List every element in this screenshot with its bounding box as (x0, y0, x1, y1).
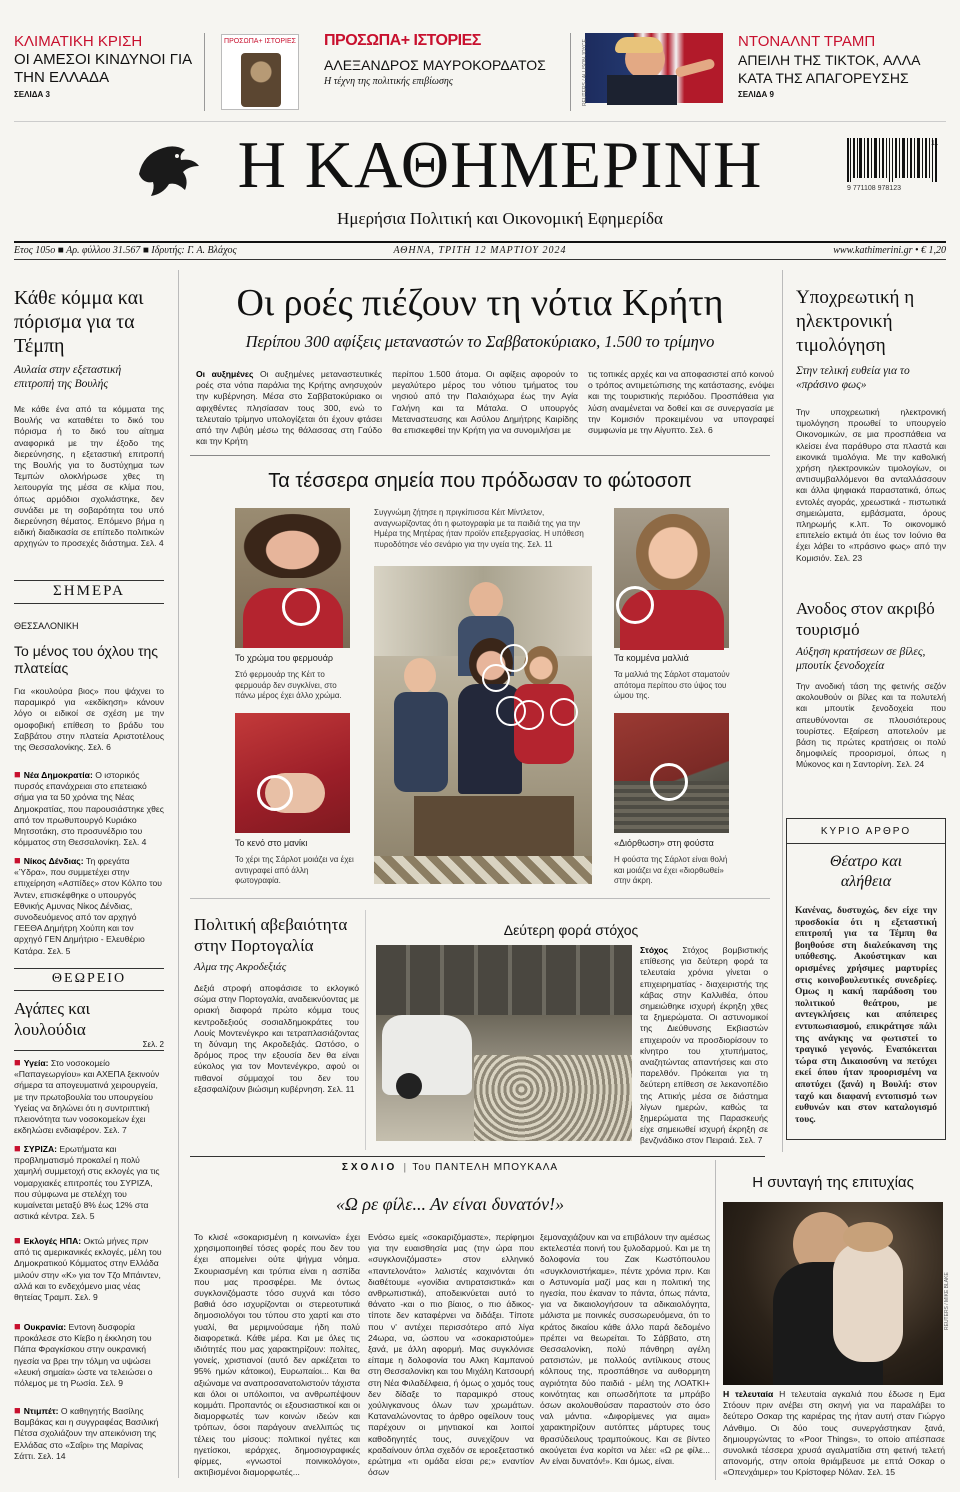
pointing-hand (674, 58, 715, 78)
story-title: Ανοδος στον ακριβό τουρισμό (796, 599, 935, 639)
divider (14, 121, 946, 122)
highlight-circle (514, 700, 544, 730)
highlight-circle (616, 586, 654, 624)
caption-title: Το χρώμα του φερμουάρ (235, 653, 334, 663)
caption-text: Το χέρι της Σάρλοτ μοιάζει να έχει αντιγραφεί από άλλη φωτογραφία. (235, 855, 354, 885)
divider (570, 33, 571, 111)
portugal-story[interactable] (194, 914, 359, 1118)
photo-credit: REUTERS / MIKE BLAKE (944, 1272, 950, 1330)
story-title: Υποχρεωτική η ηλεκτρονική τιμολόγηση (796, 287, 915, 356)
photo-charlotte-hair (614, 508, 729, 648)
bullet-icon: ■ (14, 1143, 24, 1155)
divider (190, 898, 770, 899)
teaser-page: ΣΕΛΙΔΑ 9 (738, 90, 774, 99)
tiled-floor (374, 856, 592, 884)
dateline-left: Ετος 105ο ■ Αρ. φύλλου 31.567 ■ Ιδρυτής: Γ. Α. Βλάχος (14, 245, 237, 256)
caption-title: «Διόρθωση» στη φούστα (614, 838, 714, 848)
photo-credit: REUTERS / ALLISON JOYCE (582, 39, 588, 106)
teaser-page: ΣΕΛΙΔΑ 3 (14, 90, 50, 99)
highlight-circle (650, 763, 688, 801)
bullet-icon: ■ (14, 1405, 24, 1417)
story-text: Για «κουλούρα βιος» που ψάχνει το παραμικρό για «εκδίκηση» κάνουν λόγο οι ειδικοί σε σχέση με την ομοφοβική επίθεση το βράδυ του Σαββάτου στην πλατεία Αριστοτέλους της Θεσσαλονίκης. Σελ. 6 (14, 686, 164, 753)
masthead-title: Η ΚΑΘΗΜΕΡΙΝΗ (237, 128, 763, 202)
bullet-list (14, 770, 164, 962)
left-lead-story[interactable] (14, 286, 164, 564)
story-subtitle: Αυλαία στην εξεταστική επιτροπή της Βουλής (14, 364, 122, 390)
barcode-issue: 11 (931, 140, 939, 147)
story-subtitle: Αλμα της Ακροδεξιάς (194, 961, 287, 973)
success-title[interactable]: Η συνταγή της επιτυχίας (752, 1174, 914, 1191)
thumbnail-label: ΠΡΟΣΩΠΑ+ ΙΣΤΟΡΙΕΣ (224, 38, 296, 45)
barcode-icon (847, 138, 942, 182)
barcode (847, 138, 942, 193)
thessaloniki-story[interactable] (14, 621, 164, 776)
today-label: ΣΗΜΕΡΑ (53, 583, 125, 599)
lead-subheadline: Περίπου 300 αφίξεις μεταναστών το Σαββατοκύριακο, 1.500 το τρίμηνο (245, 332, 715, 351)
comment-col3: ξεμοναχιάζουν και να επιβάλουν την αμέσως εκτελεστέα ποινή του ξυλοδαρμού. Και με τη δολοφονία του Ζακ Κωστόπουλου «συγκλονιστήκαμε», πέντε χρόνια πριν. Και ο Αστυνομία μαζί μας και η πολιτική της ηγεσία, που έκαναν το πάντα, όπως πάντα, για να δικαιολογήσουν τα αδικαιολόγητα, μάλιστα με ποινικές συσσωρευόμενα, ότι το κράτος δικαίου κάθε άλλο παρά δεδομένο πρέπει να θεωρείται. Το Σάββατο, στη Θεσσαλονίκη, πολύ πάνθηρη αγέλη ρατσιστών, με πολλούς αντίλικους στους κόλπους της, προσπάθησε να αυθορμητη αγριότητα δύο παιδιά - μέλη της ΛΟΑΤΚΙ+ κοινότητας και οπωσδήποτε τα μπράβο όσων ακολουθούσαν παραστούν στο όσο ναλ μάντια. «Διφορίμενες για αιμα» χαρακτηρίζουν αυτόπτες μάρτυρες τους θρασύδειλους τραμπούκους. Και σε βίντεο ακούγεται ένα κορίτσι να λέει: «Ω ρε φίλε... Αν είναι δυνατόν!». Και όμως, είναι. (540, 1232, 710, 1467)
divider (14, 968, 164, 969)
lead-text-col1: Οι αυξημένες Οι αυξημένες μεταναστευτικές ροές στα νότια παράλια της Κρήτης ανησυχούν την κυβέρνηση. Μέσα στο Σαββατοκύριακο οι αφιχθέντες πλησίασαν τους 300, ενώ το τελευταίο τρίμηνο υπολογίζεται ότι έχουν φτάσει από την Λιβύη μέσω της θάλασσας στη Γαύδο και την Κρήτη (196, 369, 382, 447)
target-story-text: Στόχος Στόχος βομβιστικής επίθεσης για δεύτερη φορά τα τελευταία χρόνια γίνεται ο επιχειρηματίας - διαχειριστής της κάβας στην Καλλιθέα, όπου σημειώθηκε ισχυρή έκρηξη χθες τα ξημερώματα. Οι αστυνομικοί της Διεύθυνσης Εκβιαστών επιχειρούν να προσδιορίσουν το κίνητρο του χτυπήματος, αναζητώντας απαντήσεις και στο παρελθόν. Πρόκειται για τη δεύτερη επίθεση σε λεκανοπέδιο της Αττικής μέσα σε διάστημα λίγων ημερών, καθώς τα ξημερώματα της Παρασκευής είχε σημειωθεί ισχυρή έκρηξη σε βενζινάδικο στον Πειραιά. Σελ. 7 (640, 945, 768, 1146)
comment-col2: Ενόσω εμείς «σοκαριζόμαστε», περίφημοι για την ευαισθησία μας (την ώρα που «συγκλονιζόμαστε» στον ελληνικό «παντελονάτο» λαλιστές καχινόνται ότι διαθέτουμε «γονίδια αντιρατσιστικά» και ανθρωπιστικά), αποδεικνύεται αυτό το θάνατο -και ο πιο βίαιος, ο πιο άδικος- τίποτε δεν καταφέρνει να διδάξει. Τίποτε που ν' αντέχει περισσότερο από λίγα 24ωρα, να, ώσπου να «σοκαριστούμε» ξανά, με άλλη αφορμή. Μας συγκλόνισε είπαμε η δολοφονία του Αλκη Καμπανού στη Θεσσαλονίκη και του Μιχάλη Κατσουρή στη Νέα Φιλαδέλφεια, ή όμως ο χαμός τους δεν δίδαξε το παραμικρό στους χούλιγκανους όλων των χρωμάτων. Καταναλώνοντας το άρθρο οφείλουν τους παρέχουν οι μηντιακοί και λοιποί καθοδηγητές τους, συνεχίζουν να κραδαίνουν όπλα σχεδόν σε ιεροεξεταστικό ερώτημα «τι ομάδα είσαι ρε;» εναντίον όσων (368, 1232, 534, 1478)
teaser-kicker: ΚΛΙΜΑΤΙΚΗ ΚΡΙΣΗ (14, 33, 143, 50)
trump-photo (585, 33, 723, 103)
divider (190, 1156, 765, 1157)
editorial-box[interactable] (786, 818, 946, 1140)
bullet-icon: ■ (14, 1057, 24, 1069)
story-title: Κάθε κόμμα και πόρισμα για τα Τέμπη (14, 287, 144, 357)
caption-title: Τα κομμένα μαλλιά (614, 653, 689, 663)
teaser-profiles[interactable] (324, 33, 559, 87)
lead-text-col3: τις τοπικές αρχές και να αποφασιστεί από κοινού ο τρόπος αντιμετώπισης της κατάστασης, ενόψει και της τουριστικής περιόδου. Προσπάθεια για λύση αναμένεται να δοθεί και σε συνεργασία με την Κομισιόν προκειμένου να υπογραφεί συμφωνία με την Αίγυπτο. Σελ. 6 (588, 369, 774, 436)
teaser-title: ΑΠΕΙΛΗ ΤΗΣ TIKTOK, ΑΛΛΑ ΚΑΤΑ ΤΗΣ ΑΠΑΓΟΡΕΥΣΗΣ (738, 52, 920, 86)
divider (14, 990, 164, 991)
divider (14, 241, 946, 243)
right-story-tourism[interactable] (796, 598, 946, 775)
column-divider (365, 910, 366, 1150)
charlotte-face (524, 646, 558, 686)
debris (474, 1055, 632, 1141)
teaser-climate[interactable] (14, 33, 194, 99)
bullet-item[interactable]: ■ Νίκος Δένδιας: Τη φρεγάτα «Ύδρα», που συμμετέχει στην επιχείρηση «Ασπίδες» στον Κόλπο του Άντεν, επισκέφθηκε ο υπουργός Εθνικής Αμυνας Νίκος Δένδιας, συνοδευόμενος από τον αρχηγό ΓΕΕΘΑ Δημήτρη Χούπη και τον αρχηγό ΓΕΝ Δημήτριο - Ελευθέριο Κατάρα. Σελ. 5 (14, 855, 162, 956)
photo-charlotte-skirt (614, 713, 729, 833)
face (636, 514, 710, 592)
photo-story-title[interactable]: Τα τέσσερα σημεία που πρόδωσαν το φώτοσοπ (268, 470, 692, 492)
bullet-list (14, 1058, 164, 1470)
bullet-icon: ■ (14, 1235, 24, 1247)
editorial-title: Θέατρο και αλήθεια (829, 853, 903, 890)
chair (414, 796, 574, 856)
story-title: Αγάπες και λουλούδια (14, 999, 91, 1039)
storefront (376, 945, 632, 1015)
photo-family (374, 566, 592, 884)
divider (14, 1050, 164, 1051)
hair (843, 1222, 893, 1252)
bullet-item[interactable]: ■ ΣΥΡΙΖΑ: Ερωτήματα και προβληματισμό προκαλεί η πολύ χαμηλή συμμετοχή στις εκλογές για τις νομαρχιακές επιτροπές του ΣΥΡΙΖΑ, που σύμφωνα με στελέχη του κυμαίνεται μεταξύ 8% έως 12% στα αστικά κέντρα. Σελ. 5 (14, 1143, 160, 1222)
photo-charlotte-sleeve (235, 713, 350, 833)
teaser-trump[interactable] (738, 33, 948, 99)
owl-logo-icon (133, 136, 203, 200)
divider (14, 603, 164, 604)
story-text: Την ανοδική τάση της φετινής σεζόν ακολουθούν οι βίλες και τα πολυτελή και μπουτίκ ξενοδοχεία που απευθύνονται σε πλουσιότερους τουρίστες. Εξαίρεση αποτελούν με βάση τις πρώτες κρατήσεις οι πολύ δημοφιλείς προορισμοί, όπως η Μύκονος και η Σαντορίνη. Σελ. 24 (796, 681, 946, 770)
story-text: Την υποχρεωτική ηλεκτρονική τιμολόγηση προωθεί το υπουργείο Οικονομικών, σε μια προσπάθεια να κλείσει ένα παράθυρο στα πλαστά και εικονικά τιμολόγια. Με την καθολική χρήση ηλεκτρονικών τιμολογίων, οι αντισυμβαλλόμενοι θα ανταλλάσσουν και άλλα ψηφιακά παραστατικά, όπως εντολές αγοράς, χρεωστικά - πιστωτικά σημειώματα, εμβάσματα, όρους πληρωμής κ.λπ. Το οικονομικό επιτελείο εκτιμά ότι έως τον Ιούνιο θα έχει λάβει το «πράσινο φως» από την Κομισιόν. Σελ. 23 (796, 407, 946, 563)
story-subtitle: Στην τελική ευθεία για το «πράσινο φως» (796, 365, 910, 391)
highlight-circle (257, 775, 293, 811)
hair (615, 37, 663, 53)
highlight-circle (550, 698, 578, 726)
lead-headline[interactable]: Οι ροές πιέζουν τη νότια Κρήτη (236, 282, 724, 324)
photo-story-intro: Συγγνώμη ζήτησε η πριγκίπισσα Κέιτ Μίντλετον, αναγνωρίζοντας ότι η φωτογραφία με τα παιδιά της για την Ημέρα της Μητέρας ήταν προϊόν επεξεργασίας. Η υπόθεση πυροδότησε νέο σενάριο για την υγεία της. Σελ. 11 (374, 508, 584, 549)
comment-title[interactable]: «Ω ρε φίλε... Αν είναι δυνατόν!» (335, 1194, 565, 1214)
suit (607, 75, 677, 105)
theory-story[interactable] (14, 998, 164, 1049)
lead-text-col2: περίπου 1.500 άτομα. Οι αφίξεις αφορούν το μεγαλύτερο μέρος του νότιου τμήματος του νησιού από την Παλαιόχωρα έως την Αγία Γαλήνη και τα Μάταλα. Ο υπουργός Μεταναστευσης και Ασύλου Δημήτρης Καιρίδης θα επισκεφθεί την Κρήτη για να συνομιλήσει με (392, 369, 578, 436)
column-divider (715, 1160, 716, 1480)
section-label: ΘΕΣΣΑΛΟΝΙΚΗ (14, 621, 79, 631)
page-ref: Σελ. 2 (142, 1040, 164, 1049)
bullet-icon: ■ (14, 855, 24, 867)
comment-label: ΣΧΟΛΙΟ (341, 1162, 398, 1173)
dress (833, 1242, 903, 1362)
bullet-item[interactable]: ■ Νέα Δημοκρατία: Ο ιστορικός πυρσός επανάχρειαι στο επετειακό σήμα για τα 50 χρόνια της Νέας Δημοκρατίας, που παρουσιάστηκε χθες από τον πρωθυπουργό Κυριάκο Μητσοτάκη, στο προσυνέδριο του κόμματος στη Θεσσαλονίκη. Σελ. 4 (14, 769, 164, 848)
dateline-right: www.kathimerini.gr • € 1,20 (833, 245, 946, 256)
story-text: Δεξιά στροφή αποφάσισε το εκλογικό σώμα στην Πορτογαλία, αναδεικνύοντας με οριακή διαφορά πρώτο κόμμα τους κεντροδεξιούς σοσιαλδημοκράτες του Λουίς Μοντενέγκρο και τετραπλασιάζοντας τη δύναμη της Ακροδεξιάς. Ωστόσο, ο δρόμος προς την εξουσία δεν θα είναι εύκολος για τον Μοντενέγκρο, αφού οι πιθανοί σύμμαχοί του δεν του εξασφαλίζουν βιώσιμη κυβέρνηση. Σελ. 11 (194, 983, 359, 1094)
bullet-item[interactable]: ■ Εκλογές ΗΠΑ: Οκτώ μήνες πριν από τις αμερικανικές εκλογές, μέλη του Δημοκρατικού Κόμματος στην Ελλάδα μιλούν στην «Κ» για τον Τζο Μπάιντεν, αλλά και το ενδεχόμενο μιας νέας θητείας Τραμπ. Σελ. 9 (14, 1235, 162, 1303)
face (235, 508, 350, 578)
divider (14, 259, 946, 260)
teaser-kicker: ΝΤΟΝΑΛΝΤ ΤΡΑΜΠ (738, 33, 876, 50)
bullet-item[interactable]: ■ Υγεία: Στο νοσοκομείο «Παπαγεωργίου» και ΑΧΕΠΑ ξεκινούν σήμερα τα απογευματινά χειρουργεία, με την πρωτοβουλία του υπουργείου Υγείας να δηλώνει ότι η συντριπτική πλειονότητα των νοσοκομείων έχει εκδηλώσει ενδιαφέρον. Σελ. 7 (14, 1057, 160, 1136)
target-story-title[interactable]: Δεύτερη φορά στόχος (503, 922, 639, 938)
caption-text: Τα μαλλιά της Σάρλοτ σταματούν απότομα περίπου στο ύψος του ώμου της. (614, 670, 730, 700)
photo-kate-zip (235, 508, 350, 648)
story-text: Με κάθε ένα από τα κόμματα της Βουλής να καταθέτει το δικό του πόρισμα ή το δικό του αίτημα αναφορικά με την έξοδο της διερεύνησης, η εξεταστική επιτροπή της Βουλής για το δυστύχημα των Τεμπών ολοκλήρωσε χθες τη λειτουργία της μέσα σε κλίμα που, όπως αρμόδιοι σχολιάστηκε, δεν συνάδει με τη σοβαρότητα του υπό διερεύνηση θέματος. Επόμενο βήμα η ειδική διαδικασία σε επίπεδο πολιτικών αρχηγών το προσεχές διάστημα. Σελ. 4 (14, 404, 164, 549)
story-title: Το μένος του όχλου της πλατείας (14, 643, 159, 676)
teaser-title: ΟΙ ΑΜΕΣΟΙ ΚΙΝΔΥΝΟΙ ΓΙΑ ΤΗΝ ΕΛΛΑΔΑ (14, 51, 192, 86)
comment-col1: Το κλισέ «σοκαρισμένη η κοινωνία» έχει χρησιμοποιηθεί τόσες φορές που δεν του έχει απομείνει ούτε ψήγμα νόημα. Σκουριασμένη και τρύπια είναι η ασπίδα που μας προσφέρει. Με όντως συγκλονιζόμαστε τόσο συχνά και τόσο βαθιά όσο ισχυρίζονται οι στερεοτυπικά δημοσιολόγοι του τύπου στο χαρτί και στο γυαλί, θα μεριμνούσαμε ήδη πολύ διαφορετικά. Κάθε μέρα. Και με όλες τις ιδιότητές που μας χαρακτηρίζουν: πολίτες, γονείς, χριστιανοί (αυτό δεν αρκέζεται το 95% ημών κάτοικοι), Ευρωπαίοι... Και θα αξιώναμε να αναπροσανατολιστούν τάχιστα και όλοι οι υπόλοιποι, να ανθρωπέψουν κομμάτι. Προπαντός οι εξουσιαστικοί και οι διαμορφωτές των κοινών ιδεών και τρόπων, όσοι παράγουν ανελλιπώς τις τέλεις του μίσους: πολιτικοί ηγέτες και ηγετίσκοι, ιεράρχες, δημοσιογραφικές φίρμες, «γνωστοί ποινικολόγοι», ακτιβισμένοι διαμορφωτές... (194, 1232, 360, 1478)
divider (204, 33, 205, 111)
column-divider (178, 270, 179, 1478)
bullet-item[interactable]: ■ Ουκρανία: Εντονη δυσφορία προκάλεσε στο Κίεβο η έκκληση του Πάπα Φραγκίσκου στην ουκρανική ηγεσία να βρει την τόλμη να υψώσει «λευκή σημαία» ώστε να τελειώσει ο πόλεμος με τη Ρωσία. Σελ. 9 (14, 1321, 153, 1389)
story-subtitle: Αύξηση κρατήσεων σε βίλες, μπουτίκ ξενοδοχεία (796, 646, 926, 672)
car-wheel (396, 1073, 422, 1099)
theory-label: ΘΕΩΡΕΙΟ (51, 971, 127, 986)
bullet-icon: ■ (14, 769, 24, 781)
caption-text: Στό φερμουάρ της Κέιτ το φερμουάρ δεν συγκλίνει, στο πάνω μέρος έχει άλλο χρώμα. (235, 670, 342, 700)
bullet-icon: ■ (14, 1321, 24, 1333)
masthead-subtitle: Ημερήσια Πολιτική και Οικονομική Εφημερίδα (337, 209, 663, 228)
barcode-digits: 9 771108 978123 (847, 185, 901, 192)
portrait-figure (241, 53, 281, 107)
success-caption: Η τελευταία Η τελευταία αγκαλιά που έδωσε η Εμα Στόουν πριν ανέβει στη σκηνή για να παραλάβει το δεύτερο Οσκαρ της καριέρας της ήταν αυτή σταν Γιώργο Λάνθιμο. Οι δύο τους συνεργάστηκαν ξανά, δημιουργώντας το «Poor Things», το οποίο απέσπασε συνολικά τέσσερα χρυσά αγαλματίδια στη φετινή τελετή απονομής, στην οποία θριάμβευσε με επτά Οσκαρ ο «Οπενχάιμερ» του Κρίστοφερ Νόλαν. Σελ. 15 (723, 1389, 946, 1478)
editorial-label: ΚΥΡΙΟ ΑΡΘΡΟ (820, 826, 912, 837)
teaser-title: ΑΛΕΞΑΝΔΡΟΣ ΜΑΥΡΟΚΟΡΔΑΤΟΣ (324, 57, 546, 73)
divider (14, 580, 164, 581)
teaser-sub: Η τέχνη της πολιτικής επιβίωσης (324, 76, 453, 87)
comment-author: Του ΠΑΝΤΕΛΗ ΜΠΟΥΚΑΛΑ (412, 1162, 559, 1173)
george-face (469, 582, 503, 620)
comment-header: ΣΧΟΛΙΟ | Του ΠΑΝΤΕΛΗ ΜΠΟΥΚΑΛΑ (341, 1162, 559, 1173)
bullet-item[interactable]: ■ Ντιμπέτ: Ο καθηγητής Βασίλης Βαμβάκας και η συγγραφέας Βασιλική Πέτσα σχολιάζουν την απεικόνιση της Ελλάδας στο «Σαΐρι» της Μαρίνας Σάττι. Σελ. 14 (14, 1405, 159, 1461)
caption-text: Η φούστα της Σάρλοτ είναι θολή και μοιάζει να έχει «διορθωθεί» στην άκρη. (614, 855, 728, 885)
photo-oscars-hug (723, 1202, 943, 1385)
highlight-circle (482, 664, 510, 692)
dateline-date: ΑΘΗΝΑ, ΤΡΙΤΗ 12 ΜΑΡΤΙΟΥ 2024 (393, 245, 567, 256)
photo-explosion-scene (376, 945, 632, 1141)
column-divider (782, 270, 783, 1152)
louis-body (394, 692, 448, 792)
right-story-invoicing[interactable] (796, 286, 946, 577)
teaser-kicker: ΠΡΟΣΩΠΑ+ ΙΣΤΟΡΙΕΣ (324, 32, 481, 49)
caption-title: Το κενό στο μανίκι (235, 838, 308, 848)
editorial-text: Κανένας, δυστυχώς, δεν είχε την προσδοκία ότι η εξεταστική επιτροπή για τα Τέμπη θα βοηθούσε στη διαλεύκανση της υπόθεσης. Ακούστηκαν και ορισμένες χρήσιμες μαρτυρίες στις κοινοβουλευτικές συνεδρίες. Ομως η κακή παράδοση του πολιτικού θεάτρου, με αντεγκλήσεις και απόπειρες εντυπωσιασμού, επικράτησε πάλι της ανάγκης να φωτιστεί το τραγικό γεγονός. Εναπόκειται τώρα στη Δικαιοσύνη να πετύχει εκεί όπου ήταν προορισμένη να αποτύχει (ξανά) η Βουλή: στον ταχύ και διαφανή εντοπισμό των ευθυνών και στον καταλογισμό τους. (795, 905, 937, 1125)
divider (787, 843, 945, 844)
louis-face (404, 658, 436, 694)
story-title: Πολιτική αβεβαιότητα στην Πορτογαλία (194, 915, 348, 955)
divider (190, 455, 770, 456)
thumbnail-portrait (221, 34, 299, 110)
highlight-circle (282, 588, 320, 626)
